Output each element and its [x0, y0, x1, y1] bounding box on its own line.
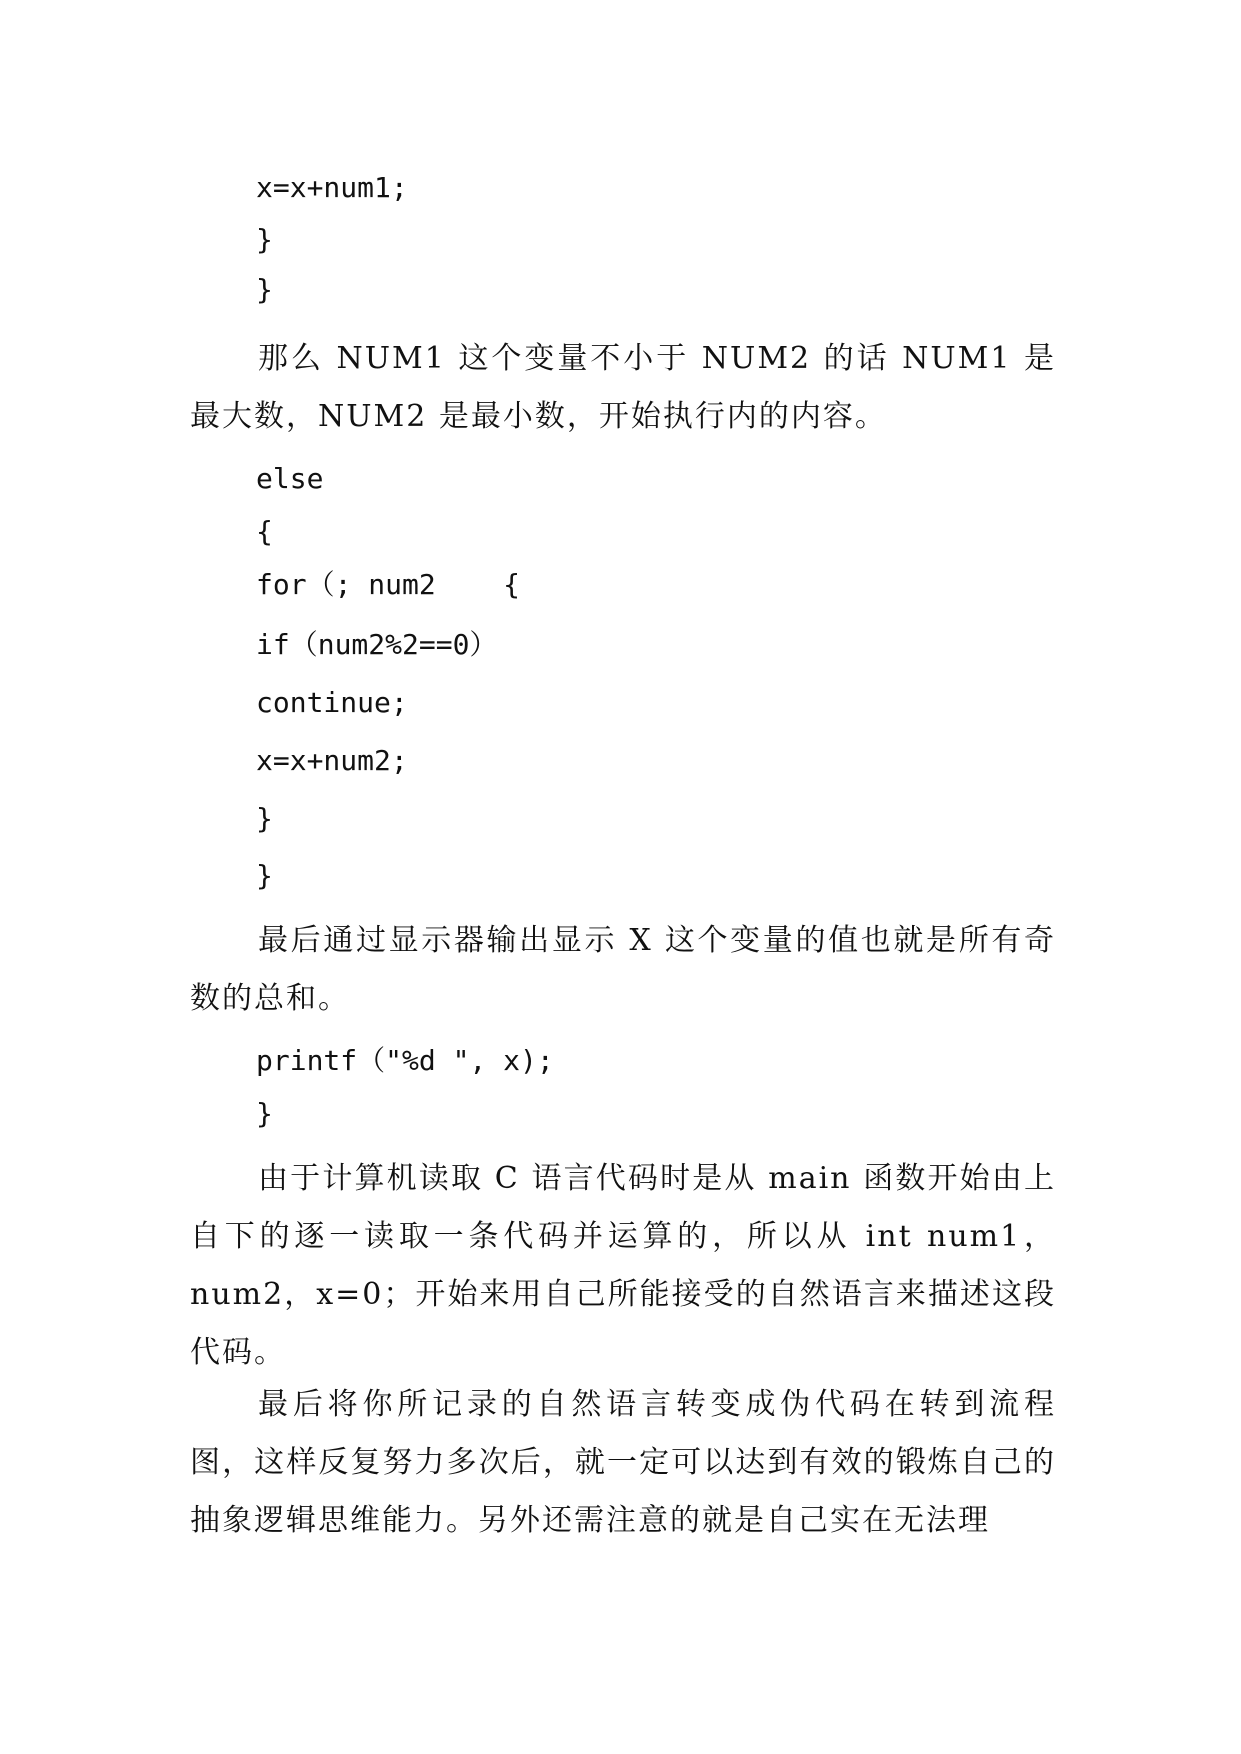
code-line: x=x+num2;	[256, 744, 408, 777]
code-line: }	[256, 859, 273, 892]
paragraph: 最后通过显示器输出显示 X 这个变量的值也就是所有奇数的总和。	[190, 923, 1056, 1016]
code-line: for（; num2 {	[256, 568, 521, 601]
code-line: continue;	[256, 686, 408, 719]
paragraph: 那么 NUM1 这个变量不小于 NUM2 的话 NUM1 是最大数，NUM2 是最小数，开始执行内的内容。	[190, 341, 1056, 434]
paragraph: 最后将你所记录的自然语言转变成伪代码在转到流程图，这样反复努力多次后，就一定可以达到有效的锻炼自己的抽象逻辑思维能力。另外还需注意的就是自己实在无法理	[190, 1387, 1056, 1538]
code-line: x=x+num1;	[256, 171, 408, 204]
code-line: }	[256, 223, 273, 256]
paragraph: 由于计算机读取 C 语言代码时是从 main 函数开始由上自下的逐一读取一条代码并运算的，所以从 int num1，num2，x=0；开始来用自己所能接受的自然语言来描述这段代码。	[190, 1161, 1056, 1370]
code-line: else	[256, 462, 324, 495]
code-line: printf（"%d ", x);	[256, 1044, 554, 1077]
code-line: if（num2%2==0）	[256, 628, 498, 661]
code-line: }	[256, 1097, 273, 1130]
code-line: {	[256, 515, 273, 548]
code-line: }	[256, 273, 273, 306]
code-line: }	[256, 802, 273, 835]
